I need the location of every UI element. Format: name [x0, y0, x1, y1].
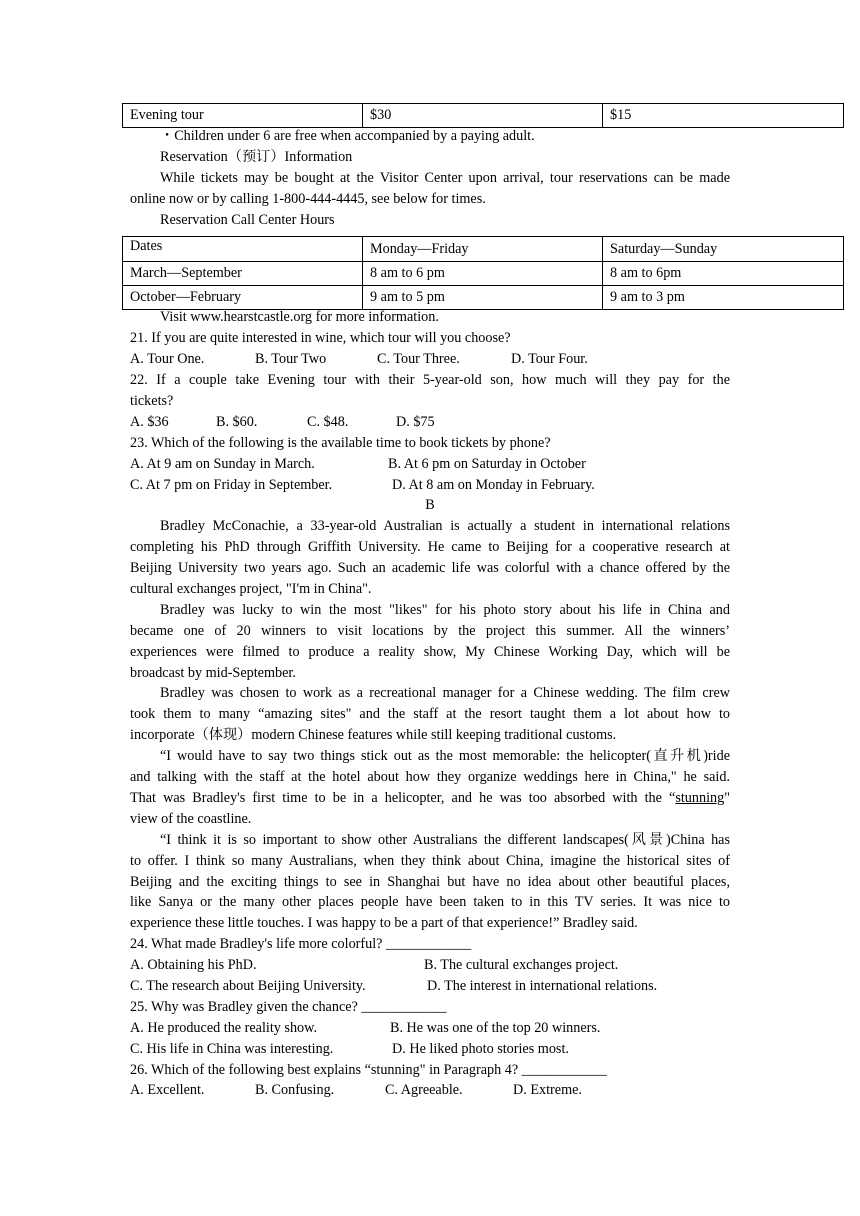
option-a: A. Tour One.	[130, 351, 205, 368]
option-b: B. He was one of the top 20 winners.	[390, 1019, 601, 1036]
question-25: 25. Why was Bradley given the chance? ____________	[130, 998, 447, 1015]
paragraph-4-line: “I would have to say two things stick out as the most memorable: the helicopter(直升机)ride	[160, 748, 730, 765]
options-25-row2	[130, 1039, 730, 1060]
paragraph-5-line: to offer. I think so many Australians, when they think about China, imagine the historical sites of	[130, 852, 730, 869]
paragraph-2-line: became one of 20 winners to visit locations by the project this summer. All the winners’	[130, 622, 730, 639]
option-a: A. Obtaining his PhD.	[130, 957, 257, 974]
table-cell: March—September	[123, 262, 363, 286]
options-22	[130, 412, 730, 433]
paragraph-4-line: view of the coastline.	[130, 810, 252, 827]
table-header-cell: Dates	[123, 237, 363, 262]
paragraph-2-line: broadcast by mid-September.	[130, 664, 296, 681]
option-d: D. The interest in international relations.	[427, 977, 658, 994]
table-row	[123, 286, 844, 310]
paragraph-3-line: took them to many “amazing sites" and the staff at the resort taught them a lot about how to	[130, 706, 730, 723]
reservation-text-line: online now or by calling 1-800-444-4445, see below for times.	[130, 190, 486, 207]
option-d: D. At 8 am on Monday in February.	[392, 476, 595, 493]
table-cell: 9 am to 5 pm	[363, 286, 603, 310]
reservation-text-line: While tickets may be bought at the Visitor Center upon arrival, tour reservations can be made	[160, 169, 730, 186]
paragraph-1-line: cultural exchanges project, "I'm in China".	[130, 581, 372, 598]
options-23-row2	[130, 475, 730, 496]
question-24: 24. What made Bradley's life more colorful? ____________	[130, 936, 472, 953]
paragraph-3-line: Bradley was chosen to work as a recreational manager for a Chinese wedding. The film crew	[160, 685, 730, 702]
question-26: 26. Which of the following best explains “stunning" in Paragraph 4? ____________	[130, 1061, 607, 1078]
table-cell: 8 am to 6 pm	[363, 262, 603, 286]
option-c: C. His life in China was interesting.	[130, 1040, 334, 1057]
paragraph-4-text: "	[724, 789, 730, 806]
paragraph-3-line: incorporate（体现）modern Chinese features while still keeping traditional customs.	[130, 727, 617, 744]
call-center-heading: Reservation Call Center Hours	[160, 211, 335, 228]
options-26	[130, 1080, 730, 1101]
paragraph-5-line: like Sanya or the many other places people have been taken to in this TV series. It was nice to	[130, 894, 730, 911]
option-a: A. Excellent.	[130, 1082, 205, 1099]
paragraph-5-line: “I think it is so important to show other Australians the different landscapes(风景)China has	[160, 831, 730, 848]
options-23-row1	[130, 454, 730, 475]
hours-table	[122, 236, 844, 310]
table-header-cell: Saturday—Sunday	[603, 237, 844, 262]
section-b-letter: B	[425, 497, 435, 514]
table-cell: $30	[363, 104, 603, 128]
question-22-cont: tickets?	[130, 393, 174, 410]
table-cell: October—February	[123, 286, 363, 310]
options-21	[130, 349, 730, 370]
paragraph-1-line: Beijing University two years ago. Such an academic life was colorful with a chance offered by the	[130, 560, 730, 577]
option-b: B. Tour Two	[255, 351, 327, 368]
paragraph-4-line: and talking with the staff at the hotel about how they organize weddings here in China," he said.	[130, 769, 730, 786]
paragraph-1-line: Bradley McConachie, a 33-year-old Australian is actually a student in international relations	[160, 518, 730, 535]
option-d: D. Extreme.	[513, 1082, 582, 1099]
option-c: C. Tour Three.	[377, 351, 460, 368]
question-22: 22. If a couple take Evening tour with their 5-year-old son, how much will they pay for the	[130, 372, 730, 389]
option-a: A. $36	[130, 413, 169, 430]
option-c: C. $48.	[307, 413, 349, 430]
paragraph-5-line: experience these little touches. I was happy to be a part of that experience!” Bradley said.	[130, 915, 638, 932]
question-21: 21. If you are quite interested in wine, which tour will you choose?	[130, 330, 511, 347]
options-24-row2	[130, 976, 730, 997]
children-note: ・Children under 6 are free when accompanied by a paying adult.	[160, 128, 535, 144]
underlined-word: stunning	[675, 789, 725, 806]
option-d: D. Tour Four.	[511, 351, 588, 368]
paragraph-5-line: Beijing and the exciting things to see in Shanghai but have no idea about other beautiful places,	[130, 873, 730, 890]
option-b: B. At 6 pm on Saturday in October	[388, 455, 586, 472]
question-23: 23. Which of the following is the available time to book tickets by phone?	[130, 434, 551, 451]
reservation-heading: Reservation（预订）Information	[160, 148, 353, 165]
visit-line: Visit www.hearstcastle.org for more information.	[160, 309, 439, 326]
option-c: C. Agreeable.	[385, 1082, 463, 1099]
price-table	[122, 103, 844, 128]
option-d: D. $75	[396, 413, 435, 430]
options-24-row1	[130, 955, 730, 976]
table-cell: 9 am to 3 pm	[603, 286, 844, 310]
options-25-row1	[130, 1018, 730, 1039]
paragraph-2-line: experiences were filmed to produce a reality show, My Chinese Working Day, which will be	[130, 643, 730, 660]
option-c: C. The research about Beijing University.	[130, 977, 366, 994]
option-a: A. He produced the reality show.	[130, 1019, 318, 1036]
table-header-cell: Monday—Friday	[363, 237, 603, 262]
option-b: B. Confusing.	[255, 1082, 335, 1099]
paragraph-4-line	[130, 788, 730, 809]
option-a: A. At 9 am on Sunday in March.	[130, 455, 315, 472]
table-row	[123, 104, 844, 128]
paragraph-1-line: completing his PhD through Griffith University. He came to Beijing for a cooperative research at	[130, 539, 730, 556]
option-b: B. $60.	[216, 413, 258, 430]
table-cell: $15	[603, 104, 844, 128]
option-c: C. At 7 pm on Friday in September.	[130, 476, 333, 493]
option-b: B. The cultural exchanges project.	[424, 957, 619, 974]
table-cell: 8 am to 6pm	[603, 262, 844, 286]
option-d: D. He liked photo stories most.	[392, 1040, 569, 1057]
paragraph-2-line: Bradley was lucky to win the most "likes" for his photo story about his life in China and	[160, 601, 730, 618]
paragraph-4-text: That was Bradley's first time to be in a helicopter, and he was too absorbed with the “	[130, 789, 676, 806]
table-cell: Evening tour	[123, 104, 363, 128]
table-header-row	[123, 237, 844, 262]
table-row	[123, 262, 844, 286]
